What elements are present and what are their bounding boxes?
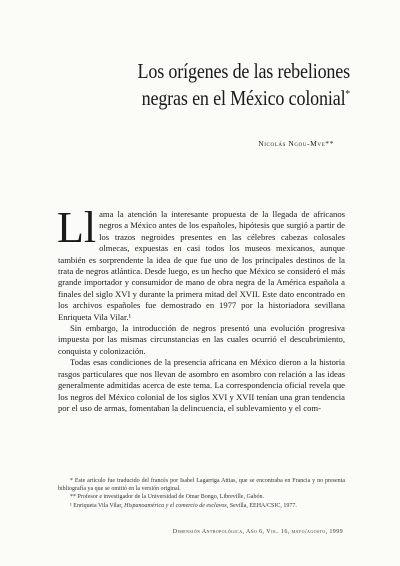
- article-title: [101, 60, 350, 110]
- paragraph-2: Sin embargo, la introducción de negros presentó una evolución progresiva impuesta por las mismas circunstancias en las cuales ocurrió el descubrimiento, conquista y colonización.: [58, 323, 345, 356]
- title-line-2: negras en el México colonial: [141, 86, 346, 110]
- footnotes: [58, 477, 345, 510]
- footnote-3: [58, 502, 345, 510]
- footnote-3-prefix: ¹ Enriqueta Vila Vilar,: [70, 502, 125, 509]
- title-line-1: Los orígenes de las rebeliones: [137, 59, 350, 83]
- footnote-1: * Este artículo fue traducido del francés por Isabel Lagarriga Attias, que se encontraba en Francia y no presenta bibliografía ya que se omitió en la versión original.: [58, 478, 345, 493]
- footnote-3-book-title: Hispanoamérica y el comercio de esclavos: [124, 502, 227, 509]
- drop-cap: Ll: [57, 203, 97, 252]
- footnote-2: ** Profesor e investigador de la Universidad de Omar Bongo, Libreville, Gabón.: [70, 494, 264, 501]
- title-footnote-mark: *: [345, 88, 350, 100]
- paragraph-1-text: ama la atención la interesante propuesta de la llegada de africanos negros a México antes de los españoles, hipótesis que surgió a partir de los trazos negroides presentes en las célebres cabezas colosales olmecas, expuestas en casi todos los museos mexicanos, aunque también es sorprendente la idea de que fue uno de los principales destinos de la trata de negros atlántica. Desde luego, es un hecho que México se consideró el más grande importador y consumidor de mano de obra negra de la América española a finales del siglo XVI y durante la primera mitad del XVII. Este dato encontrado en los archivos españoles fue demostrado en 1977 por la historiadora sevillana Enriqueta Vila Vilar.¹: [58, 209, 345, 322]
- paragraph-3: Todas esas condiciones de la presencia africana en México dieron a la historia rasgos particulares que nos llevan de asombro en asombro con relación a las ideas generalmente admitidas acerca de este tema. La correspondencia oficial revela que los negros del México colonial de los siglos XVI y XVII tenían una gran tendencia por el uso de armas, fomentaban la delincuencia, el sublevamiento y el com-: [58, 357, 345, 413]
- footnote-3-suffix: , Sevilla, EEHA/CSIC, 1977.: [226, 502, 297, 509]
- journal-footer: Dimensión Antropológica, Año 6, Vol. 16, mayo/agosto, 1999: [172, 529, 343, 535]
- author-name: Nicolás Ngou-Mve**: [258, 139, 334, 148]
- article-body: [57, 203, 345, 414]
- paragraph-1: [57, 203, 345, 323]
